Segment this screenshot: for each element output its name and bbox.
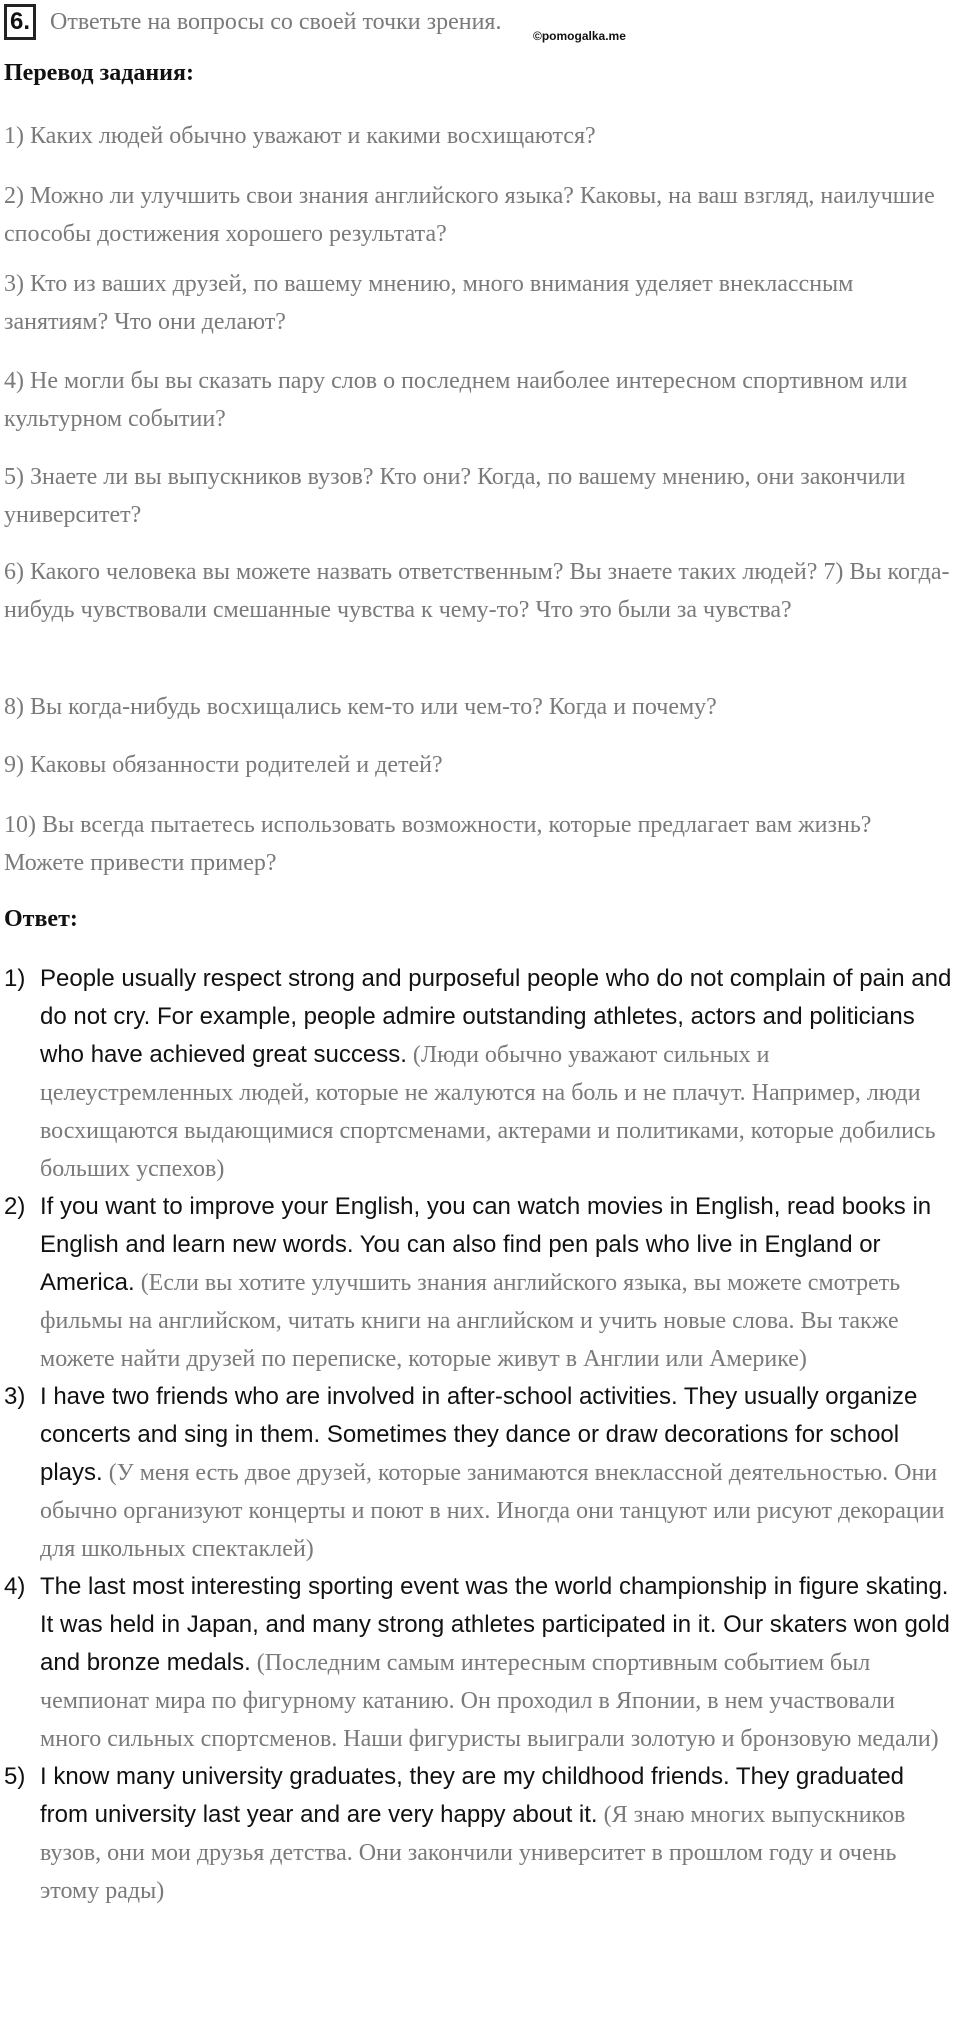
answer-number: 4) [4, 1573, 26, 1600]
task-header [4, 4, 501, 40]
answer-english: People usually respect strong and purposeful people who do not complain of pain and do not cry. For example, people admire outstanding athletes, actors and politicians who have achieved great success. [40, 965, 952, 1068]
answer-item [4, 1568, 956, 1758]
question-6-7: 6) Какого человека вы можете назвать ответственным? Вы знаете таких людей? 7) Вы когда-нибудь чувствовали смешанные чувства к чему-то? Что это были за чувства? [4, 559, 950, 623]
question-4: 4) Не могли бы вы сказать пару слов о последнем наиболее интересном спортивном или культурном событии? [4, 368, 908, 432]
answer-russian: (Люди обычно уважают сильных и целеустремленных людей, которые не жалуются на боль и не плачут. Например, люди восхищаются выдающимися спортсменами, актерами и политиками, которые добились больших успехов) [40, 1042, 936, 1182]
answer-russian: (Я знаю многих выпускников вузов, они мои друзья детства. Они закончили университет в прошлом году и очень этому рады) [40, 1802, 906, 1904]
answer-item [4, 1758, 956, 1910]
answer-text [40, 1568, 956, 1758]
answer-russian: (Если вы хотите улучшить знания английского языка, вы можете смотреть фильмы на английском, читать книги на английском и учить новые слова. Вы также можете найти друзей по переписке, которые живут в Англии или Америке) [40, 1270, 901, 1372]
answer-text [40, 960, 956, 1188]
watermark: ©pomogalka.me [533, 29, 626, 43]
answer-english: If you want to improve your English, you can watch movies in English, read books in English and learn new words. You can also find pen pals who live in England or America. [40, 1193, 932, 1296]
question-5: 5) Знаете ли вы выпускников вузов? Кто они? Когда, по вашему мнению, они закончили университет? [4, 464, 906, 528]
answer-item [4, 1378, 956, 1568]
task-number-badge: 6. [4, 4, 36, 40]
answer-item [4, 1188, 956, 1378]
answer-russian: (Последним самым интересным спортивным событием был чемпионат мира по фигурному катанию. Он проходил в Японии, в нем участвовали много сильных спортсменов. Наши фигуристы выиграли золотую и бронзовую медали) [40, 1650, 939, 1752]
answer-text [40, 1188, 956, 1378]
answer-english: I know many university graduates, they are my childhood friends. They graduated from university last year and are very happy about it. [40, 1763, 905, 1828]
answer-item [4, 960, 956, 1188]
question-9: 9) Каковы обязанности родителей и детей? [4, 752, 443, 778]
task-instruction: Ответьте на вопросы со своей точки зрения. [50, 8, 502, 35]
answer-number: 2) [4, 1193, 26, 1220]
question-1: 1) Каких людей обычно уважают и какими восхищаются? [4, 123, 596, 149]
translation-heading: Перевод задания: [4, 60, 194, 86]
answer-english: The last most interesting sporting event was the world championship in figure skating. It was held in Japan, and many strong athletes participated in it. Our skaters won gold and bronze medals. [40, 1573, 950, 1676]
answer-heading: Ответ: [4, 906, 78, 932]
answer-english: I have two friends who are involved in after-school activities. They usually organize concerts and sing in them. Sometimes they dance or draw decorations for school plays. [40, 1383, 918, 1486]
question-10: 10) Вы всегда пытаетесь использовать возможности, которые предлагает вам жизнь? Можете привести пример? [4, 812, 872, 876]
answer-list [4, 960, 956, 1910]
answer-number: 3) [4, 1383, 26, 1410]
question-2: 2) Можно ли улучшить свои знания английского языка? Каковы, на ваш взгляд, наилучшие способы достижения хорошего результата? [4, 183, 935, 247]
answer-number: 1) [4, 965, 26, 992]
question-8: 8) Вы когда-нибудь восхищались кем-то или чем-то? Когда и почему? [4, 694, 717, 720]
question-3: 3) Кто из ваших друзей, по вашему мнению, много внимания уделяет внеклассным занятиям? Что они делают? [4, 271, 854, 335]
answer-text [40, 1378, 956, 1568]
answer-text [40, 1758, 956, 1910]
answer-number: 5) [4, 1763, 26, 1790]
answer-russian: (У меня есть двое друзей, которые занимаются внеклассной деятельностью. Они обычно организуют концерты и поют в них. Иногда они танцуют или рисуют декорации для школьных спектаклей) [40, 1460, 945, 1562]
